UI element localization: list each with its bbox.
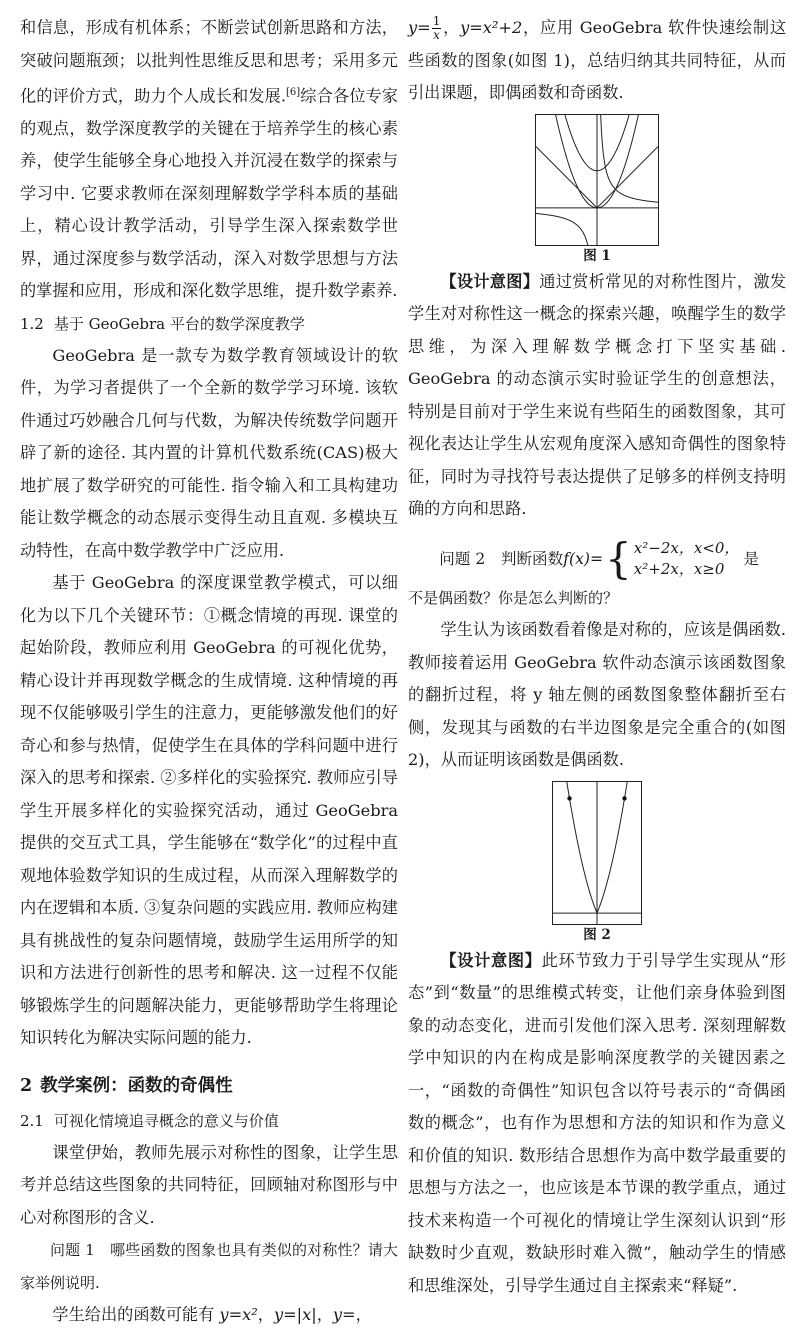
curve-y-reciprocal-x [536,213,593,246]
question-1: 问题 1 哪些函数的图象也具有类似的对称性？请大家举例说明. [20,1241,398,1292]
piecewise-cases [634,538,740,580]
math-fx: f(x)= [563,549,604,568]
design-intent-label: 【设计意图】 [440,950,542,970]
math-y-eq: y= [408,18,431,37]
section-2-heading [20,1069,398,1103]
curve-y-reciprocal-x [599,114,658,202]
math-y-abs-x: y=|x| [273,1305,317,1325]
paragraph-intro: 和信息，形成有机体系；不断尝试创新思路和方法，突破问题瓶颈；以批判性思维反思和思考；采用多元化的评价方式，助力个人成长和发展.[6]综合各位专家的观点，数学深度教学的关键在于培养学生的核心素养，使学生能够全身心地投入并沉浸在数学的探索与学习中. 它要求教师在深刻理解数学学科本质的基础上，精心设计教学活动，引导学生深入探索数学世界，通过深度参与数学活动，深入对数学思想与方法的掌握和应用，形成和深化数学思维，提升数学素养. [20,18,398,301]
paragraph-teaching-model: 基于 GeoGebra 的深度课堂教学模式，可以细化为以下几个关键环节：①概念情境的再现. 课堂的起始阶段，教师应利用 GeoGebra 的可视化优势，精心设计并再现数学概念的生成情境. 这种情境的再现不仅能够吸引学生的注意力，更能够激发他们的好奇心和参与热情，促使学生在具体的学科问题中进行深入的思考和探索. ②多样化的实验探究. 教师应引导学生开展多样化的实验探究活动，通过 GeoGebra 提供的交互式工具，学生能够在“数学化”的过程中直观地体验数学知识的生成过程，从而深入理解数学的内在逻辑和本质. ③复杂问题的实践应用. 教师应构建具有挑战性的复杂问题情境，鼓励学生运用所学的知识和方法进行创新性的思考和解决. 这一过程不仅能够锻炼学生的问题解决能力，更能够帮助学生将理论知识转化为解决实际问题的能力. [20,573,398,1048]
case-2: x²+2x，x≥0 [633,559,725,578]
citation-ref[interactable]: [6] [286,87,301,98]
section-title: 基于 GeoGebra 平台的数学深度教学 [53,314,305,333]
section-number: 1.2 [20,314,44,333]
math-y-eq: y= [332,1305,356,1325]
section-2-1-heading [20,1105,398,1137]
figure-2-caption: 图 2 [583,926,611,943]
paragraph-student-examples: 学生给出的函数可能有 y=x²，y=|x|，y=， [52,1305,372,1325]
question-2-tail: 是 [743,549,760,568]
design-intent-2: 【设计意图】此环节致力于引导学生实现从“形态”到“数量”的思维模式转变，让他们亲身体验到图象的动态变化，进而引发他们深入思考. 深刻理解数学中知识的内在构成是影响深度教学的关键因素之一，“函数的奇偶性”知识包含以符号表示的“奇偶函数的概念”，也有作为思想和方法的知识和作为意义和价值的知识. 数形结合思想作为高中数学最重要的思想与方法之一，也应该是本节课的教学重点，通过技术来构造一个可视化的情境让学生深刻认识到“形缺数时少直观，数缺形时难入微”，触动学生的情感和思维深处，引导学生通过自主探索来“释疑”. [408,950,786,1295]
design-intent-1: 【设计意图】通过赏析常见的对称性图片，激发学生对对称性这一概念的探索兴趣，唤醒学生的数学思维，为深入理解数学概念打下坚实基础. GeoGebra 的动态演示实时验证学生的创意想法，特别是目前对于学生来说有些陌生的函数图象，其可视化表达让学生从宏观角度深入感知奇偶性的图象特征，同时为寻找符号表达提供了足够多的样例支持明确的方向和思路. [408,271,787,518]
section-1-2-heading [20,308,398,340]
left-brace: { [605,533,632,583]
paragraph-functions-continued: y= $\frac{1}{x}$ ，y=x²+2，应用 GeoGebra 软件快速绘制这些函数的图象(如图 1)，总结归纳其共同特征，从而引出课题，即偶函数和奇函数. [408,14,787,102]
section-title: 可视化情境追寻概念的意义与价值 [53,1111,279,1130]
math-y-x2-plus-2: y=x²+2 [460,18,523,37]
paragraph-geogebra-intro: GeoGebra 是一款专为数学教育领域设计的软件，为学习者提供了一个全新的数学学习环境. 该软件通过巧妙融合几何与代数，为解决传统数学问题开辟了新的途径. 其内置的计算机代数系统(CAS)极大地扩展了数学研究的可能性. 指令输入和工具构建功能让数学概念的动态展示变得生动且直观. 多模块互动特性，在高中数学教学中广泛应用. [20,345,398,560]
figure-2-plot [552,781,642,925]
right-column [408,12,786,1302]
left-column [20,12,398,1332]
section-number: 2 [20,1075,33,1096]
figure-1-caption: 图 1 [583,247,611,264]
section-title: 教学案例：函数的奇偶性 [40,1075,233,1096]
paragraph-class-start: 课堂伊始，教师先展示对称性的图象，让学生思考并总结这些图象的共同特征，回顾轴对称图形与中心对称图形的含义. [20,1142,398,1227]
paragraph-flip-demo: 学生认为该函数看着像是对称的，应该是偶函数. 教师接着运用 GeoGebra 软件动态演示该函数图象的翻折过程，将 y 轴左侧的函数图象整体翻折至右侧，发现其与函数的右半边图象是完全重合的(如图 2)，从而证明该函数是偶函数. [408,620,786,769]
fraction-1-over-x: $\frac{1}{x}$ [432,14,441,42]
math-y-x2: y=x² [219,1305,258,1325]
design-intent-label: 【设计意图】 [440,271,540,291]
marked-point [622,796,626,800]
question-2-line-2: 不是偶函数？你是怎么判断的？ [408,588,619,607]
section-number: 2.1 [20,1111,44,1130]
marked-point [567,796,571,800]
case-1: x²−2x，x<0， [633,538,740,557]
figure-1-plot [535,114,659,246]
figure-2 [408,781,786,945]
question-2: 问题 2 判断函数 f(x)= { x²−2x，x<0， x²+2x，x≥0 是 [439,533,760,583]
figure-1 [408,114,786,266]
